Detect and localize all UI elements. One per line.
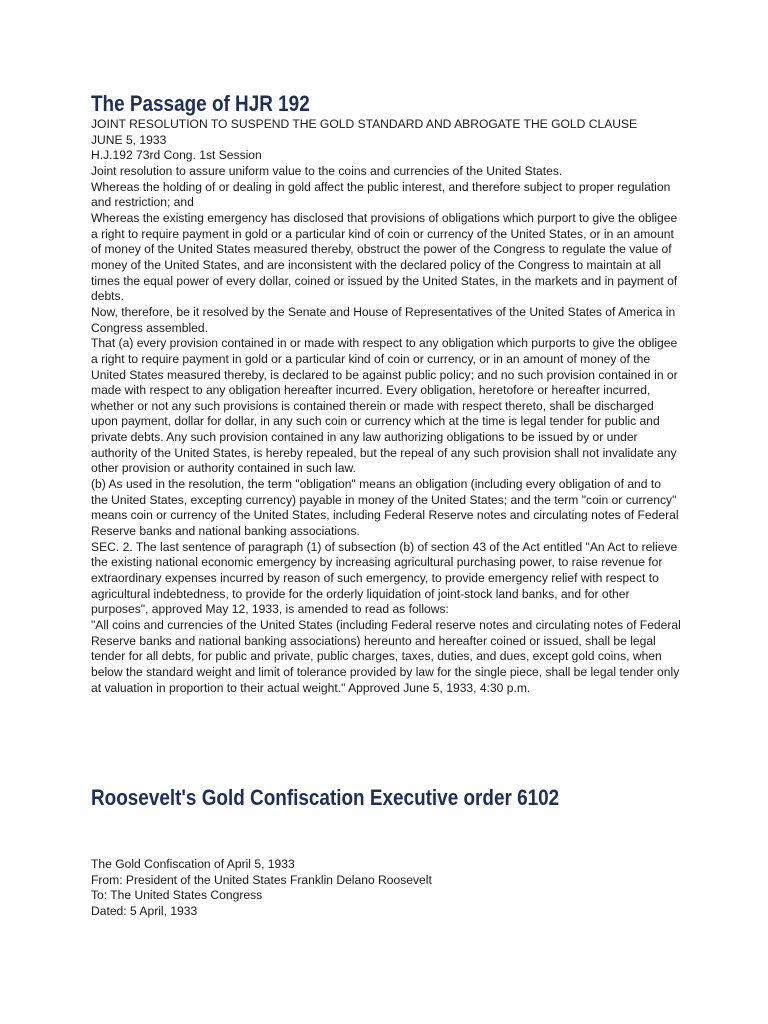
resolution-session: H.J.192 73rd Cong. 1st Session [91, 148, 262, 163]
resolution-purpose: Joint resolution to assure uniform value to the coins and currencies of the United States. [91, 163, 563, 178]
section-heading-hjr-192: The Passage of HJR 192 [91, 91, 310, 116]
section-heading-executive-order-6102: Roosevelt's Gold Confiscation Executive order 6102 [91, 785, 560, 810]
clause-a-paragraph: That (a) every provision contained in or made with respect to any obligation which purports to give the obligee a right to require payment in gold or a particular kind of coin or currency, or in an amount of money of the United States measured thereby, is declared to be against public policy; and no such provision contained in or made with respect to any obligation hereafter incurred. Every obligation, heretofore or hereafter incurred, whether or not any such provisions is contained therein or made with respect thereto, shall be discharged upon payment, dollar for dollar, in any such coin or currency which at the time is legal tender for public and private debts. Any such provision contained in any law authorizing obligations to be issued by or under authority of the United States, is hereby repealed, but the repeal of any such provision shall not invalidate any other provision or authority contained in such law. [91, 336, 678, 476]
to-line: To: The United States Congress [91, 888, 263, 903]
confiscation-title-line: The Gold Confiscation of April 5, 1933 [91, 857, 295, 871]
resolution-title: JOINT RESOLUTION TO SUSPEND THE GOLD STANDARD AND ABROGATE THE GOLD CLAUSE [91, 117, 638, 131]
resolution-date: JUNE 5, 1933 [91, 132, 167, 147]
resolved-paragraph: Now, therefore, be it resolved by the Senate and House of Representatives of the United States of America in Congress assembled. [91, 304, 676, 335]
sec-2-paragraph: SEC. 2. The last sentence of paragraph (1) of subsection (b) of section 43 of the Act entitled "An Act to relieve the existing national economic emergency by increasing agricultural purchasing power, to raise revenue for extraordinary expenses incurred by reason of such emergency, to provide emergency relief with respect to agricultural indebtedness, to provide for the orderly liquidation of joint-stock land banks, and for other purposes", approved May 12, 1933, is amended to read as follows: [91, 539, 678, 617]
from-line: From: President of the United States Franklin Delano Roosevelt [91, 872, 432, 887]
executive-order-text-block [91, 857, 681, 920]
whereas-paragraph-1: Whereas the holding of or dealing in gold affect the public interest, and therefore subject to proper regulation and restriction; and [91, 179, 671, 210]
clause-b-paragraph: (b) As used in the resolution, the term "obligation" means an obligation (including every obligation of and to the United States, excepting currency) payable in money of the United States; and the term "coin or currency" means coin or currency of the United States, including Federal Reserve notes and circulating notes of Federal Reserve banks and national banking associations. [91, 477, 679, 539]
hjr-192-text-block [91, 117, 681, 696]
amended-text-paragraph: "All coins and currencies of the United States (including Federal reserve notes and circulating notes of Federal Reserve banks and national banking associations) hereunto and hereafter coined or issued, shall be legal tender for all debts, for public and private, public charges, taxes, duties, and dues, except gold coins, when below the standard weight and limit of tolerance provided by law for the single piece, shall be legal tender only at valuation in proportion to their actual weight." Approved June 5, 1933, 4:30 p.m. [91, 618, 681, 695]
whereas-paragraph-2: Whereas the existing emergency has disclosed that provisions of obligations which purport to give the obligee a right to require payment in gold or a particular kind of coin or currency of the United States, or in an amount of money of the United States measured thereby, obstruct the power of the Congress to regulate the value of money of the United States, and are inconsistent with the declared policy of the Congress to maintain at all times the equal power of every dollar, coined or issued by the United States, in the markets and in payment of debts. [91, 210, 678, 304]
dated-line: Dated: 5 April, 1933 [91, 903, 198, 918]
